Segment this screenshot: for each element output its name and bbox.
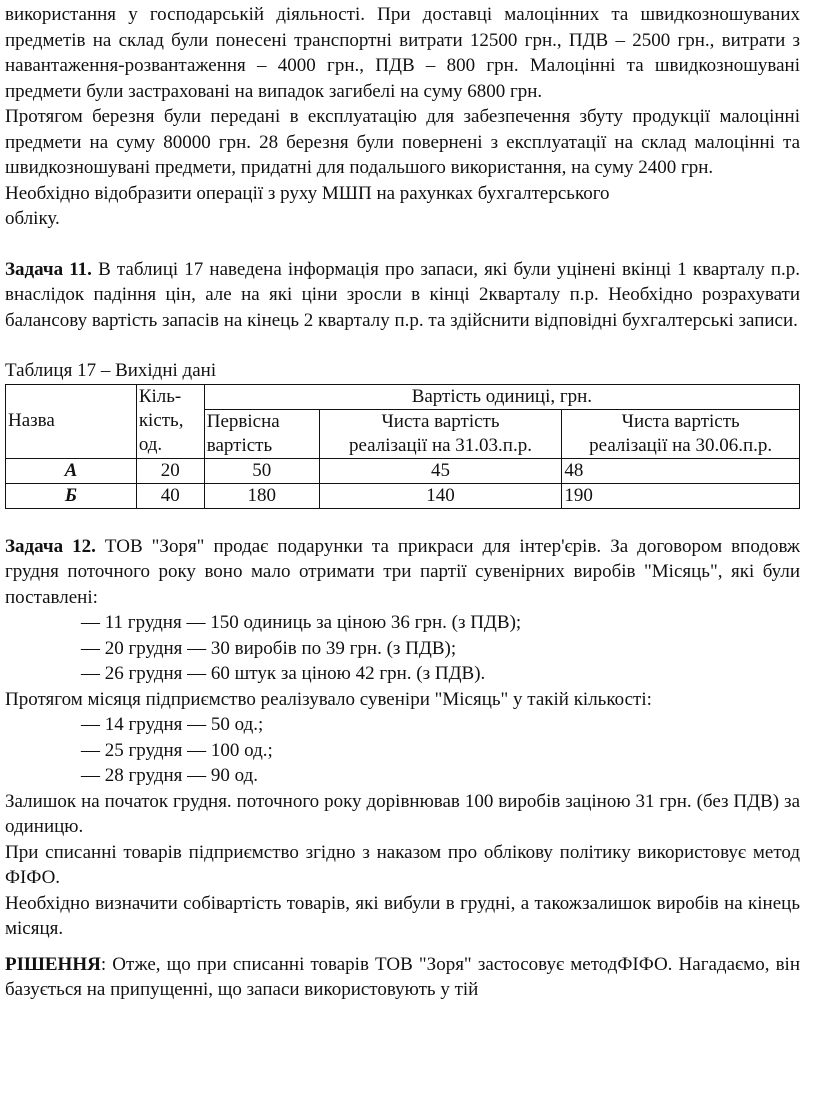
header-nrv-june [562, 409, 800, 458]
solution-heading: РІШЕННЯ [5, 953, 101, 975]
row-nrv-march: 140 [319, 483, 562, 508]
table-header-row-1 [6, 384, 800, 409]
header-name: Назва [8, 410, 55, 431]
intro-paragraph-2: Протягом березня були передані в експлуатацію для забезпечення збуту продукції малоцінні предмети на суму 80000 грн. 28 березня були повернені з експлуатації на склад малоцінні та швидкозношувані предмети, придатні для подальшого використання, на суму 2400 грн. [5, 106, 800, 178]
sale-item: — 28 грудня — 90 од. [81, 765, 259, 786]
task-11-heading: Задача 11. [5, 258, 92, 280]
question-paragraph: Необхідно визначити собівартість товарів, які вибули в грудні, а такожзалишок виробів на кінець місяця. [5, 892, 800, 939]
opening-balance-paragraph: Залишок на початок грудня. поточного року дорівнював 100 виробів заціною 31 грн. (без ПДВ) за одиницю. [5, 790, 800, 837]
header-nrv-march-line-2: реалізації на 31.03.п.р. [349, 434, 532, 456]
intro-paragraph-1: використання у господарській діяльності. При доставці малоцінних та швидкозношуваних предметів на склад були понесені транспортні витрати 12500 грн., ПДВ – 2500 грн., витрати з навантаження-розвантаження – 4000 грн., ПДВ – 800 грн. Малоцінні та швидкозношувані предмети були застраховані на випадок загибелі на суму 6800 грн. [5, 4, 800, 102]
task-11-text: В таблиці 17 наведена інформація про запаси, які були уцінені вкінці 1 кварталу п.р. внаслідок падіння цін, але на які ціни зросли в кінці 2кварталу п.р. Необхідно розрахувати балансову вартість запасів на кінець 2 кварталу п.р. та здійснити відповідні бухгалтерські записи. [5, 258, 800, 331]
header-nrv-march-line-1: Чиста вартість [381, 410, 500, 432]
table-row [6, 483, 800, 508]
data-table [5, 384, 800, 509]
delivery-item: — 11 грудня — 150 одиниць за ціною 36 грн. (з ПДВ); [81, 612, 522, 633]
header-qty-line-3: од. [138, 434, 163, 455]
intro-paragraph-3b: обліку. [5, 208, 60, 229]
solution-text: : Отже, що при списанні товарів ТОВ "Зоря" застосовує методФІФО. Нагадаємо, він базується на припущенні, що запаси використовують у тій [5, 953, 800, 1000]
sale-item: — 14 грудня — 50 од.; [81, 714, 264, 735]
sale-item: — 25 грудня — 100 од.; [81, 739, 273, 761]
row-initial: 50 [204, 458, 319, 483]
task-11-paragraph [5, 257, 800, 334]
delivery-item: — 26 грудня — 60 штук за ціною 42 грн. (з ПДВ). [81, 663, 486, 684]
row-nrv-june: 190 [562, 483, 800, 508]
header-initial-line-1: Первісна [206, 410, 280, 432]
row-qty: 40 [136, 483, 204, 508]
method-paragraph: При списанні товарів підприємство згідно з наказом про облікову політику використовує метод ФІФО. [5, 841, 800, 888]
delivery-item: — 20 грудня — 30 виробів по 39 грн. (з ПДВ); [81, 637, 457, 659]
table-caption: Таблиця 17 – Вихідні дані [5, 360, 217, 381]
table-row [6, 458, 800, 483]
header-unit-cost-group: Вартість одиниці, грн. [204, 384, 799, 409]
row-qty: 20 [136, 458, 204, 483]
task-12-text: ТОВ "Зоря" продає подарунки та прикраси для інтер'єрів. За договором вподовж грудня поточного року воно мало отримати три партії сувенірних виробів "Місяць", які були поставлені: [5, 535, 800, 608]
document-page [5, 2, 800, 1003]
row-initial: 180 [204, 483, 319, 508]
task-12-paragraph [5, 534, 800, 611]
header-initial-line-2: вартість [206, 434, 273, 456]
intro-paragraph-3a: Необхідно відобразити операції з руху МШП на рахунках бухгалтерського [5, 182, 610, 204]
header-qty-line-1: Кіль- [138, 386, 182, 407]
header-nrv-march [319, 409, 562, 458]
row-name: Б [6, 483, 137, 508]
task-12-heading: Задача 12. [5, 535, 96, 557]
header-initial-cost [204, 409, 319, 458]
header-nrv-june-line-2: реалізації на 30.06.п.р. [589, 434, 773, 456]
header-qty-cell [136, 384, 204, 458]
row-nrv-march: 45 [319, 458, 562, 483]
header-nrv-june-line-1: Чиста вартість [621, 410, 740, 432]
sales-intro: Протягом місяця підприємство реалізувало сувеніри "Місяць" у такій кількості: [5, 688, 652, 710]
header-name-cell [6, 384, 137, 458]
row-name: А [6, 458, 137, 483]
solution-paragraph [5, 952, 800, 1003]
row-nrv-june: 48 [562, 458, 800, 483]
header-qty-line-2: кість, [138, 410, 184, 431]
